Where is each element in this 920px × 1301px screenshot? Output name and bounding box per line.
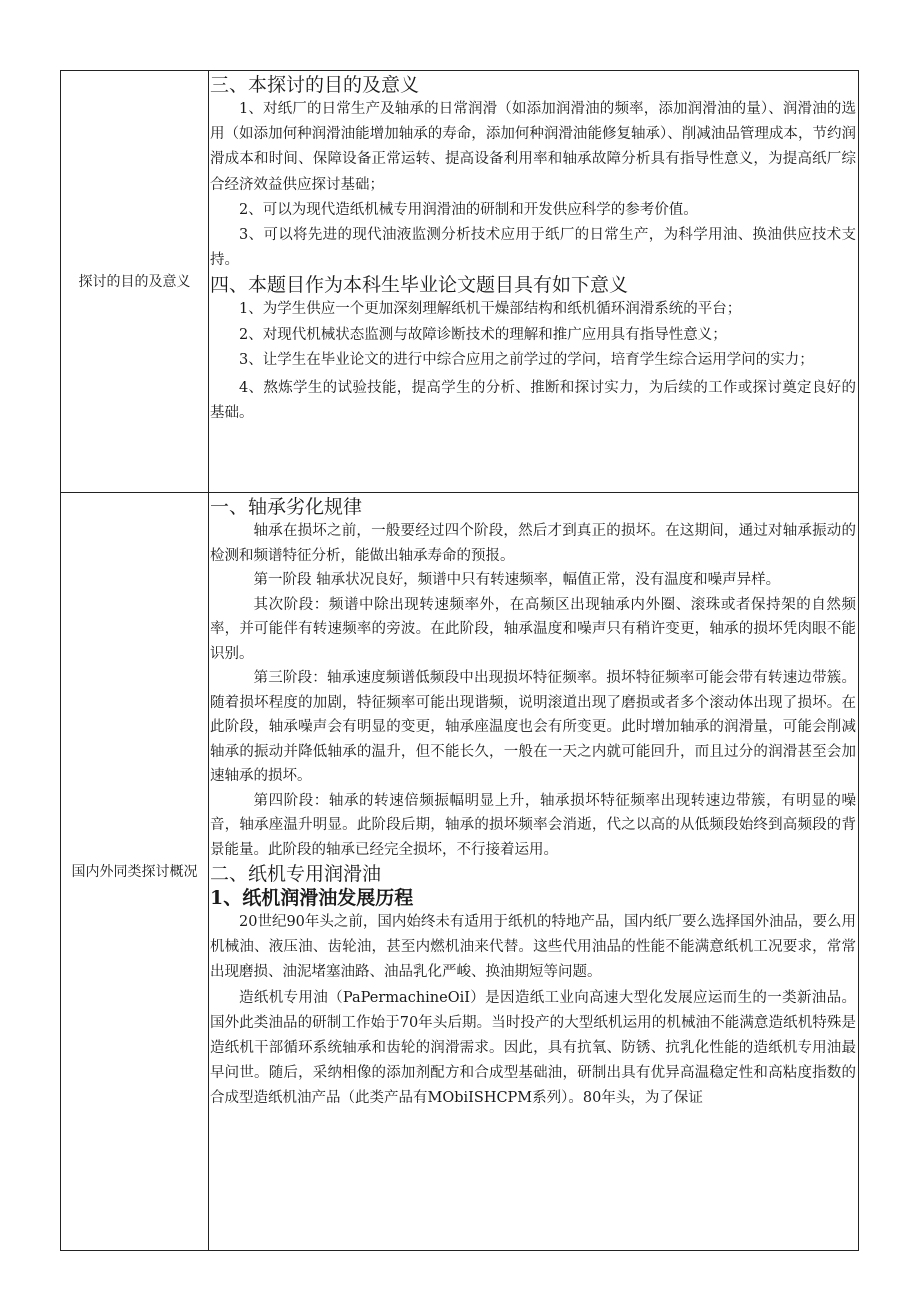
subsection-heading-history: 1、纸机润滑油发展历程 (210, 887, 414, 909)
purpose-content (209, 71, 859, 493)
paragraph: 其次阶段：频谱中除出现转速频率外，在高频区出现轴承内外圈、滚珠或者保持架的自然频率，并可能伴有转速频率的旁波。在此阶段，轴承温度和噪声只有稍许变更，轴承的损坏凭肉眼不能识别。 (210, 596, 856, 662)
row-label-overview: 国内外同类探讨概况 (61, 493, 209, 1251)
paragraph: 3、可以将先进的现代油液监测分析技术应用于纸厂的日常生产，为科学用油、换油供应技术支持。 (210, 227, 856, 269)
paragraph: 轴承在损坏之前，一般要经过四个阶段，然后才到真正的损坏。在这期间，通过对轴承振动的检测和频谱特征分析，能做出轴承寿命的预报。 (210, 523, 856, 564)
paragraph: 20世纪90年头之前，国内始终未有适用于纸机的特地产品，国内纸厂要么选择国外油品，要么用机械油、液压油、齿轮油，甚至内燃机油来代替。这些代用油品的性能不能满意纸机工况要求，常常出现磨损、油泥堵塞油路、油品乳化严峻、换油期短等问题。 (210, 914, 856, 981)
proposal-table (60, 70, 859, 1251)
section-heading-purpose: 三、本探讨的目的及意义 (210, 74, 420, 96)
section-heading-bearing: 一、轴承劣化规律 (210, 496, 363, 518)
paragraph: 1、为学生供应一个更加深刻理解纸机干燥部结构和纸机循环润滑系统的平台； (239, 301, 742, 318)
paragraph: 第四阶段：轴承的转速倍频振幅明显上升，轴承损坏特征频率出现转速边带簇，有明显的噪音，轴承座温升明显。此阶段后期，轴承的损坏频率会消逝，代之以高的从低频段始终到高频段的背景能量。此阶段的轴承已经完全损坏，不行接着运用。 (210, 792, 856, 858)
paragraph: 1、对纸厂的日常生产及轴承的日常润滑（如添加润滑油的频率，添加润滑油的量）、润滑油的选用（如添加何种润滑油能增加轴承的寿命，添加何种润滑油能修复轴承）、削减油品管理成本，节约润滑成本和时间、保障设备正常运转、提高设备利用率和轴承故障分析具有指导性意义，为提高纸厂综合经济效益供应探讨基础； (210, 101, 856, 193)
paragraph: 第一阶段 轴承状况良好，频谱中只有转速频率，幅值正常，没有温度和噪声异样。 (253, 572, 781, 588)
paragraph: 4、熬炼学生的试验技能，提高学生的分析、推断和探讨实力，为后续的工作或探讨奠定良好的基础。 (210, 380, 856, 422)
overview-content (209, 493, 859, 1251)
section-heading-lubricant: 二、纸机专用润滑油 (210, 863, 382, 885)
table-row-purpose (61, 71, 859, 493)
paragraph: 造纸机专用油（PaPermachineOiI）是因造纸工业向高速大型化发展应运而生的一类新油品。国外此类油品的研制工作始于70年头后期。当时投产的大型纸机运用的机械油不能满意造纸机特殊是造纸机干部循环系统轴承和齿轮的润滑需求。因此，具有抗氧、防锈、抗乳化性能的造纸机专用油最早问世。随后，采纳相像的添加剂配方和合成型基础油，研制出具有优异高温稳定性和高粘度指数的合成型造纸机油产品（此类产品有MObiISHCPM系列）。80年头，为了保证 (210, 989, 856, 1107)
paragraph: 3、让学生在毕业论文的进行中综合应用之前学过的学问，培育学生综合运用学问的实力； (239, 351, 814, 368)
paragraph: 第三阶段：轴承速度频谱低频段中出现损坏特征频率。损坏特征频率可能会带有转速边带簇。随着损坏程度的加剧，特征频率可能出现谐频，说明滚道出现了磨损或者多个滚动体出现了损坏。在此阶段，轴承噪声会有明显的变更，轴承座温度也会有所变更。此时增加轴承的润滑量，可能会削减轴承的振动并降低轴承的温升，但不能长久，一般在一天之内就可能回升，而且过分的润滑甚至会加速轴承的损坏。 (210, 670, 856, 784)
paragraph: 2、对现代机械状态监测与故障诊断技术的理解和推广应用具有指导性意义； (239, 326, 727, 343)
row-label-purpose: 探讨的目的及意义 (61, 71, 209, 493)
section-heading-significance: 四、本题目作为本科生毕业论文题目具有如下意义 (210, 274, 629, 297)
paragraph: 2、可以为现代造纸机械专用润滑油的研制和开发供应科学的参考价值。 (239, 201, 698, 218)
table-row-overview (61, 493, 859, 1251)
